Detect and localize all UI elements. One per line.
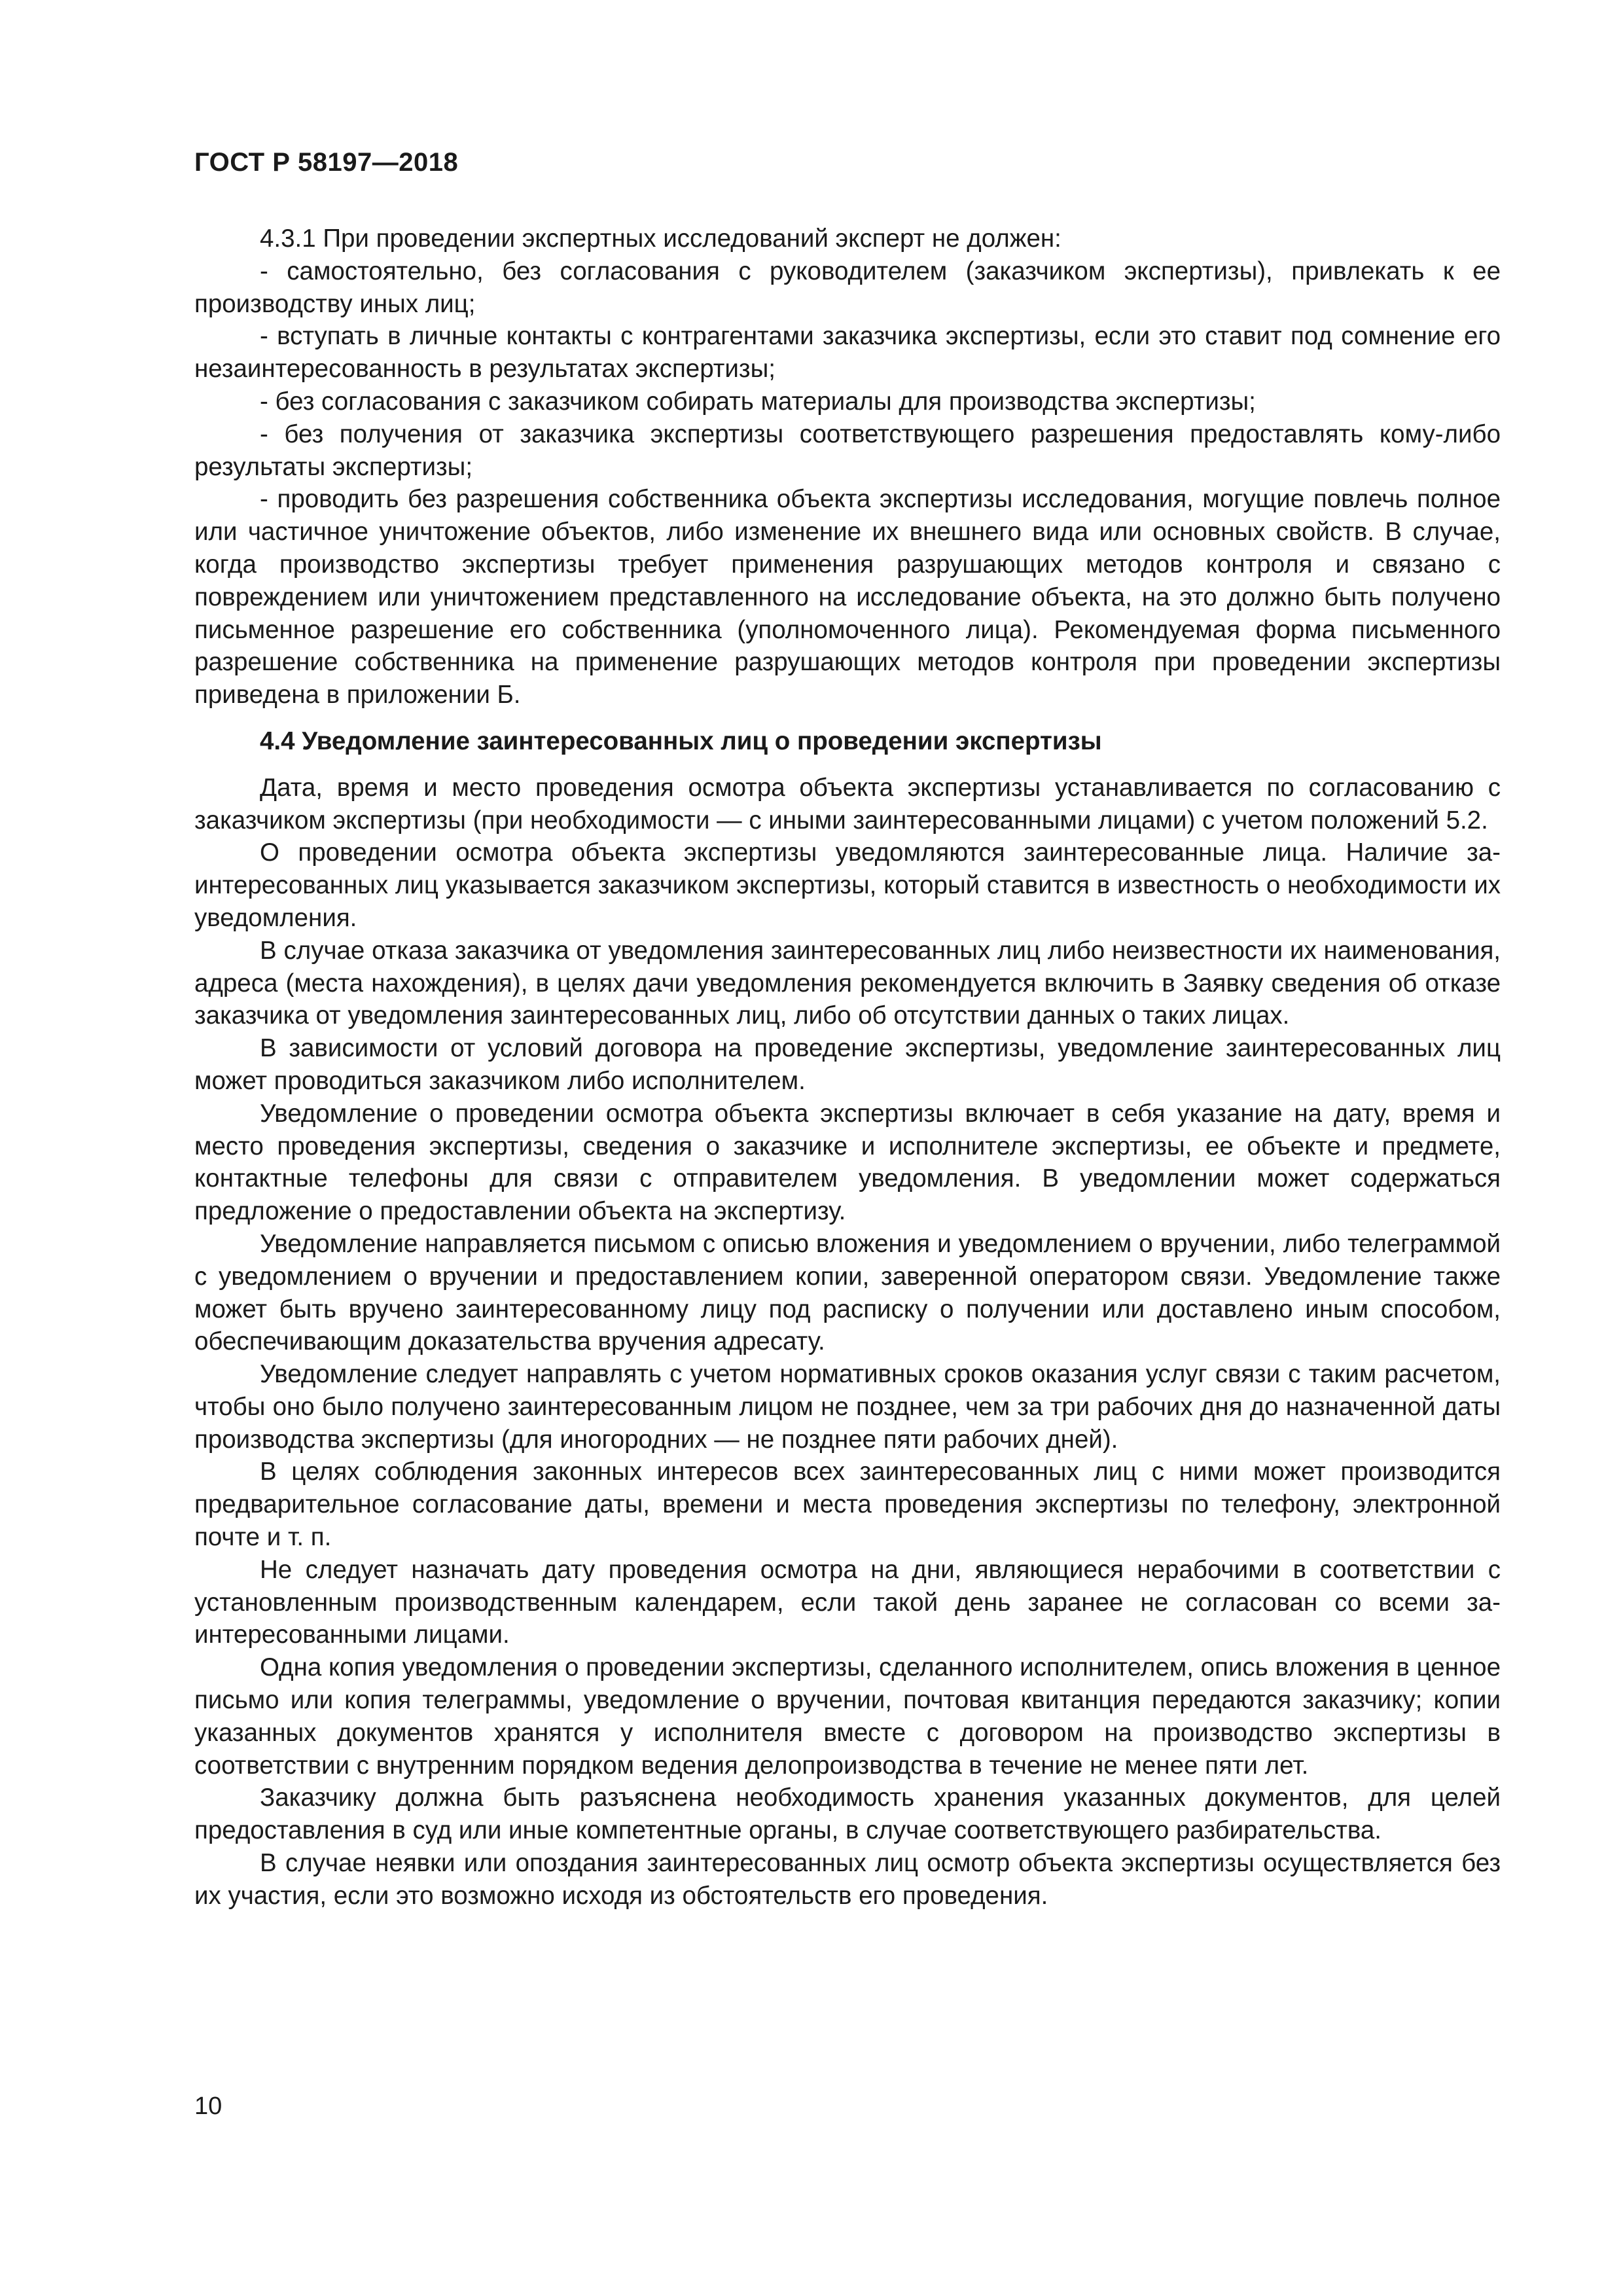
paragraph: Уведомление направляется письмом с описью вложения и уведомлением о вручении, либо телеграммой с уведомлением о вручении и предоставлением копии, заверенной оператором связи. Уведомление также может быть вручено заинтересованному лицу под расписку о получении или доставлено иным способом, обеспечивающим доказательства вручения адресату.	[194, 1229, 1501, 1356]
paragraph: Заказчику должна быть разъяснена необходимость хранения указанных документов, для целей предоставления в суд или иные компетентные органы, в случае соответствующего разбирательства.	[194, 1784, 1501, 1845]
document-header-title: ГОСТ Р 58197—2018	[194, 148, 459, 177]
paragraph: Уведомление следует направлять с учетом нормативных сроков оказания услуг связи с таким расчетом, чтобы оно было получено заинтересованным лицом не позднее, чем за три рабочих дня до назначенной даты производства экспертизы (для иногородних — не позднее пяти рабочих дней).	[194, 1360, 1501, 1454]
section-4-4-heading: 4.4 Уведомление заинтересованных лиц о проведении экспертизы	[260, 726, 1102, 755]
page-number: 10	[194, 2092, 223, 2120]
list-item: - без согласования с заказчиком собирать материалы для производства экспертизы;	[260, 387, 1256, 416]
list-item: - вступать в личные контакты с контрагентами заказчика экспертизы, если это ставит под сомнение его незаинтересованность в результатах экспертизы;	[194, 322, 1501, 384]
paragraph: В зависимости от условий договора на проведение экспертизы, уведомление заинтересованных лиц может проводиться заказчиком либо исполнителем.	[194, 1034, 1501, 1095]
paragraph: В целях соблюдения законных интересов всех заинтересованных лиц с ними может производится предварительное согласование даты, времени и места проведения экспертизы по телефону, электронной почте и т. п.	[194, 1458, 1501, 1552]
paragraph: Не следует назначать дату проведения осмотра на дни, являющиеся нерабочими в соответствии с установленным производственным календарем, если такой день заранее не согласован со всеми заинтересованными лицами.	[194, 1555, 1501, 1649]
document-body	[194, 223, 1501, 1912]
paragraph: Дата, время и место проведения осмотра объекта экспертизы устанавливается по согласованию с заказчиком экспертизы (при необходимости — с иными заинтересованными лицами) с учетом положений 5.2.	[194, 773, 1501, 834]
list-item: - без получения от заказчика экспертизы соответствующего разрешения предоставлять кому-либо результаты экспертизы;	[194, 420, 1501, 481]
paragraph: Одна копия уведомления о проведении экспертизы, сделанного исполнителем, опись вложения в ценное письмо или копия телеграммы, уведомление о вручении, почтовая квитанция передаются заказчику; копии указанных документов хранятся у исполнителя вместе с договором на производство экспертизы в соответствии с внутренним порядком ведения делопроизводства в течение не менее пяти лет.	[194, 1653, 1501, 1780]
paragraph: В случае неявки или опоздания заинтересованных лиц осмотр объекта экспертизы осуществляется без их участия, если это возможно исходя из обстоятельств его проведения.	[194, 1849, 1501, 1910]
list-item: - самостоятельно, без согласования с руководителем (заказчиком экспертизы), привлекать к ее производству иных лиц;	[194, 257, 1501, 318]
paragraph: О проведении осмотра объекта экспертизы уведомляются заинтересованные лица. Наличие заинтересованных лиц указывается заказчиком экспертизы, который ставится в известность о необходимости их уведомления.	[194, 838, 1501, 932]
list-item: - проводить без разрешения собственника объекта экспертизы исследования, могущие повлечь полное или частичное уничтожение объектов, либо изменение их внешнего вида или основных свойств. В случае, когда производство экспертизы требует применения разрушающих методов контроля и связано с повреждением или уничтожением представленного на исследование объекта, на это должно быть получено письменное разрешение его собственника (уполномоченного лица). Рекомендуемая форма письменного разрешение собственника на применение разрушающих методов контроля при проведении экспертизы приведена в приложении Б.	[194, 485, 1501, 709]
paragraph-4-3-1-intro: 4.3.1 При проведении экспертных исследований эксперт не должен:	[260, 224, 1061, 253]
paragraph: В случае отказа заказчика от уведомления заинтересованных лиц либо неизвестности их наименования, адреса (места нахождения), в целях дачи уведомления рекомендуется включить в Заявку сведения об отказе заказчика от уведомления заинтересованных лиц, либо об отсутствии данных о таких лицах.	[194, 936, 1501, 1030]
paragraph: Уведомление о проведении осмотра объекта экспертизы включает в себя указание на дату, время и место проведения экспертизы, сведения о заказчике и исполнителе экспертизы, ее объекте и предмете, контактные телефоны для связи с отправителем уведомления. В уведомлении может содержаться предложение о предоставлении объекта на экспертизу.	[194, 1099, 1501, 1226]
